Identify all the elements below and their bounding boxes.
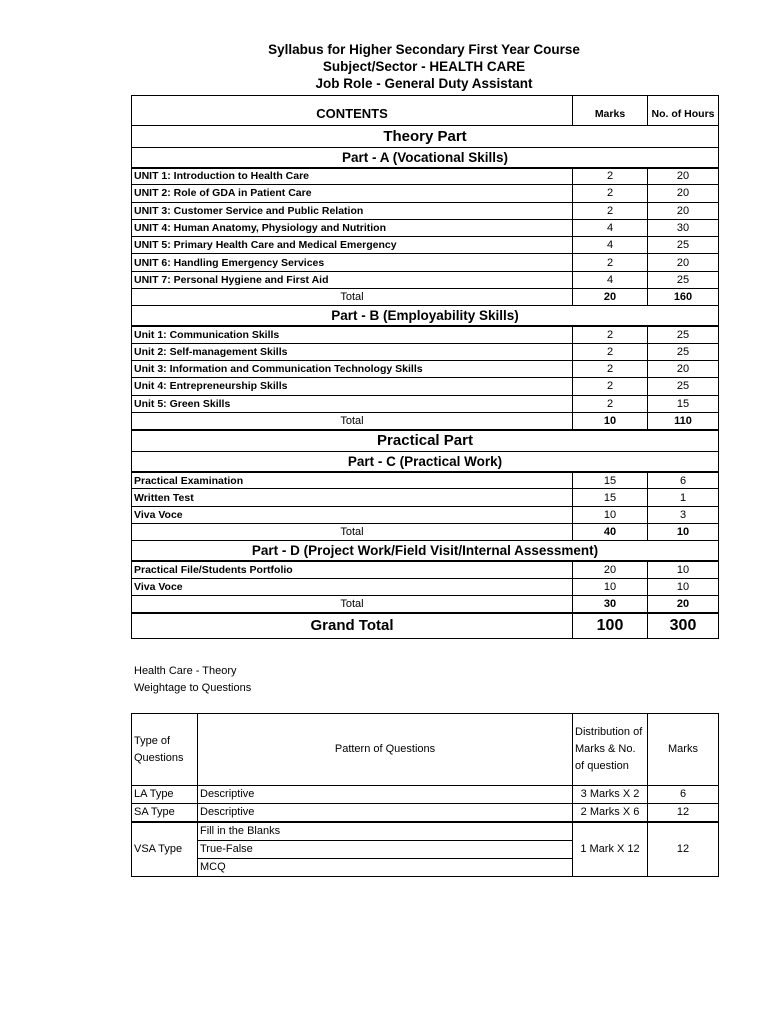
table-row: [132, 578, 719, 595]
unit-name: Viva Voce: [132, 506, 573, 523]
notes-title: Health Care - Theory: [134, 665, 237, 677]
unit-hours: 25: [648, 271, 719, 288]
unit-marks: 2: [573, 254, 648, 271]
unit-hours: 3: [648, 506, 719, 523]
question-type: LA Type: [132, 786, 198, 804]
grand-total-marks: 100: [573, 613, 648, 639]
total-label: Total: [132, 289, 573, 306]
question-marks: 12: [648, 822, 719, 877]
part-d-heading: Part - D (Project Work/Field Visit/Internal Assessment): [132, 541, 719, 561]
weightage-header-row: [132, 714, 719, 786]
grand-total-hours: 300: [648, 613, 719, 639]
syllabus-table: [131, 95, 719, 639]
grand-total-label: Grand Total: [132, 613, 573, 639]
marks-heading: Marks: [573, 96, 648, 126]
total-hours: 10: [648, 524, 719, 541]
theory-part-heading: Theory Part: [132, 126, 719, 148]
unit-hours: 25: [648, 326, 719, 343]
unit-name: Unit 4: Entrepreneurship Skills: [132, 378, 573, 395]
unit-marks: 10: [573, 578, 648, 595]
table-row: [132, 822, 719, 841]
table-row: [132, 786, 719, 804]
table-row: [132, 237, 719, 254]
grand-total-row: [132, 613, 719, 639]
table-row: [132, 804, 719, 823]
unit-marks: 2: [573, 185, 648, 202]
question-marks: 6: [648, 786, 719, 804]
unit-name: UNIT 6: Handling Emergency Services: [132, 254, 573, 271]
part-row: [132, 452, 719, 472]
table-row: [132, 219, 719, 236]
unit-marks: 15: [573, 472, 648, 489]
unit-marks: 2: [573, 326, 648, 343]
unit-name: Unit 3: Information and Communication Technology Skills: [132, 360, 573, 377]
unit-name: Unit 1: Communication Skills: [132, 326, 573, 343]
unit-name: UNIT 4: Human Anatomy, Physiology and Nutrition: [132, 219, 573, 236]
table-header-row: [132, 96, 719, 126]
header-title: Syllabus for Higher Secondary First Year Course: [268, 42, 580, 57]
total-marks: 10: [573, 412, 648, 429]
total-marks: 20: [573, 289, 648, 306]
marks-heading: Marks: [648, 714, 719, 786]
unit-hours: 20: [648, 185, 719, 202]
header-job-role: Job Role - General Duty Assistant: [315, 76, 533, 91]
unit-hours: 20: [648, 360, 719, 377]
contents-heading: CONTENTS: [132, 96, 573, 126]
distribution-heading: Distribution of Marks & No. of question: [573, 714, 648, 786]
table-row: [132, 360, 719, 377]
unit-hours: 25: [648, 378, 719, 395]
question-distribution: 1 Mark X 12: [573, 822, 648, 877]
unit-hours: 10: [648, 561, 719, 578]
unit-hours: 20: [648, 168, 719, 185]
unit-hours: 25: [648, 343, 719, 360]
unit-marks: 2: [573, 395, 648, 412]
unit-name: UNIT 7: Personal Hygiene and First Aid: [132, 271, 573, 288]
unit-marks: 2: [573, 343, 648, 360]
question-pattern: Fill in the Blanks: [198, 822, 573, 841]
unit-marks: 2: [573, 378, 648, 395]
total-row: [132, 289, 719, 306]
table-row: [132, 472, 719, 489]
question-pattern: Descriptive: [198, 786, 573, 804]
question-type: SA Type: [132, 804, 198, 823]
table-row: [132, 343, 719, 360]
total-marks: 30: [573, 595, 648, 612]
unit-hours: 30: [648, 219, 719, 236]
unit-hours: 15: [648, 395, 719, 412]
table-row: [132, 395, 719, 412]
total-label: Total: [132, 412, 573, 429]
unit-marks: 4: [573, 219, 648, 236]
total-label: Total: [132, 524, 573, 541]
type-heading: Type of Questions: [132, 714, 198, 786]
unit-hours: 20: [648, 202, 719, 219]
total-label: Total: [132, 595, 573, 612]
notes-subtitle: Weightage to Questions: [134, 682, 252, 694]
unit-marks: 4: [573, 237, 648, 254]
total-hours: 20: [648, 595, 719, 612]
question-pattern: Descriptive: [198, 804, 573, 823]
unit-name: Unit 5: Green Skills: [132, 395, 573, 412]
table-row: [132, 378, 719, 395]
unit-name: Written Test: [132, 489, 573, 506]
table-row: [132, 202, 719, 219]
table-row: [132, 561, 719, 578]
unit-hours: 20: [648, 254, 719, 271]
table-row: [132, 185, 719, 202]
part-row: [132, 541, 719, 561]
unit-marks: 2: [573, 168, 648, 185]
unit-name: Unit 2: Self-management Skills: [132, 343, 573, 360]
document-header: [130, 41, 718, 92]
unit-marks: 2: [573, 202, 648, 219]
total-row: [132, 412, 719, 429]
question-pattern: True-False: [198, 841, 573, 859]
total-row: [132, 524, 719, 541]
section-row: [132, 430, 719, 452]
unit-name: Practical File/Students Portfolio: [132, 561, 573, 578]
unit-marks: 4: [573, 271, 648, 288]
unit-hours: 25: [648, 237, 719, 254]
total-row: [132, 595, 719, 612]
part-a-heading: Part - A (Vocational Skills): [132, 148, 719, 168]
part-b-heading: Part - B (Employability Skills): [132, 306, 719, 326]
unit-name: Viva Voce: [132, 578, 573, 595]
part-c-heading: Part - C (Practical Work): [132, 452, 719, 472]
weightage-table: [131, 713, 719, 877]
table-row: [132, 326, 719, 343]
question-type: VSA Type: [132, 822, 198, 877]
unit-hours: 10: [648, 578, 719, 595]
unit-hours: 6: [648, 472, 719, 489]
total-hours: 160: [648, 289, 719, 306]
question-pattern: MCQ: [198, 859, 573, 877]
part-row: [132, 148, 719, 168]
unit-marks: 15: [573, 489, 648, 506]
total-hours: 110: [648, 412, 719, 429]
table-row: [132, 271, 719, 288]
hours-heading: No. of Hours: [648, 96, 719, 126]
table-row: [132, 168, 719, 185]
unit-name: UNIT 5: Primary Health Care and Medical Emergency: [132, 237, 573, 254]
total-marks: 40: [573, 524, 648, 541]
unit-name: Practical Examination: [132, 472, 573, 489]
header-subject: Subject/Sector - HEALTH CARE: [322, 59, 526, 74]
question-distribution: 2 Marks X 6: [573, 804, 648, 823]
unit-name: UNIT 1: Introduction to Health Care: [132, 168, 573, 185]
pattern-heading: Pattern of Questions: [198, 714, 573, 786]
notes: [134, 663, 251, 697]
unit-marks: 2: [573, 360, 648, 377]
table-row: [132, 254, 719, 271]
table-row: [132, 489, 719, 506]
part-row: [132, 306, 719, 326]
unit-marks: 20: [573, 561, 648, 578]
practical-part-heading: Practical Part: [132, 430, 719, 452]
unit-hours: 1: [648, 489, 719, 506]
table-row: [132, 506, 719, 523]
unit-name: UNIT 3: Customer Service and Public Relation: [132, 202, 573, 219]
unit-name: UNIT 2: Role of GDA in Patient Care: [132, 185, 573, 202]
question-distribution: 3 Marks X 2: [573, 786, 648, 804]
question-marks: 12: [648, 804, 719, 823]
section-row: [132, 126, 719, 148]
unit-marks: 10: [573, 506, 648, 523]
